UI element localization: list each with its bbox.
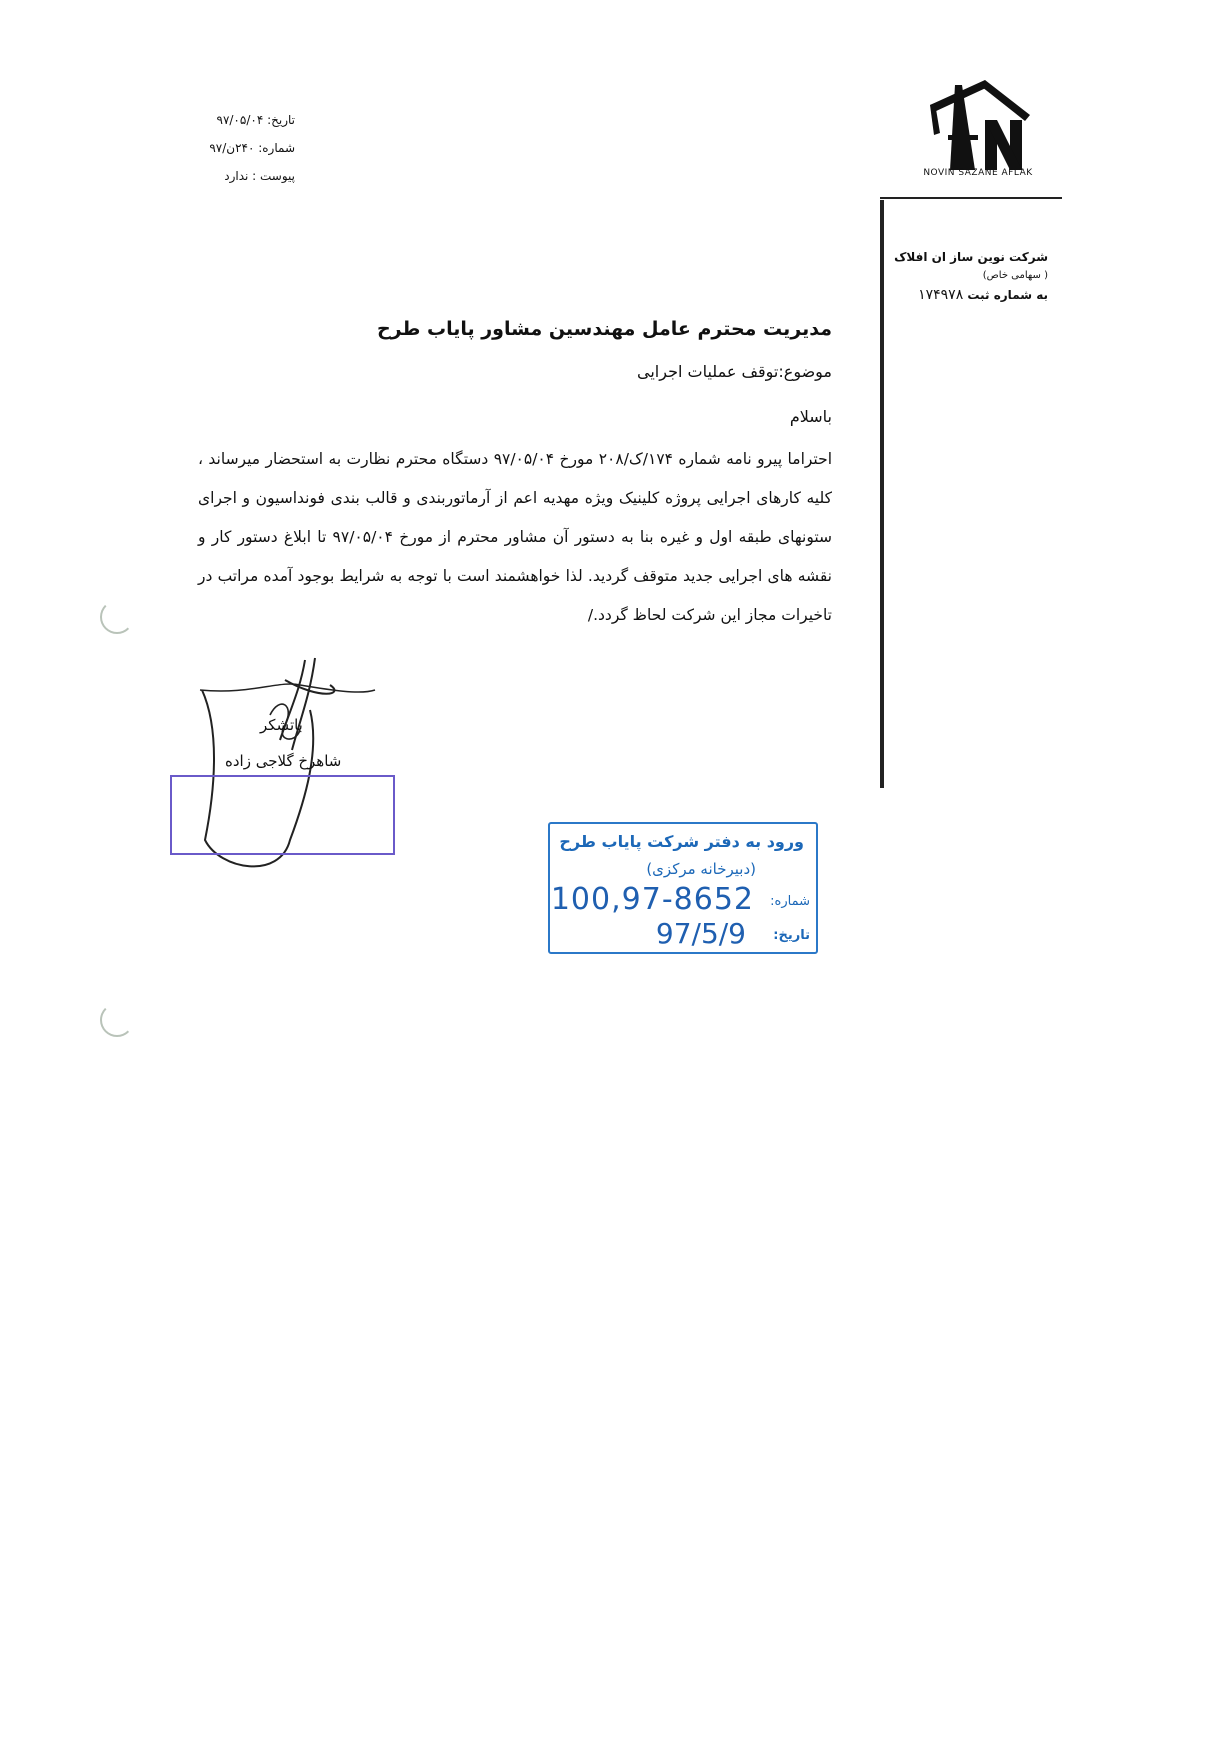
stamp-date-label: تاریخ: [773,928,810,943]
letter-number: شماره: ۲۴۰ن/۹۷ [209,141,295,155]
company-name: شرکت نوین ساز ان افلاک [894,250,1048,264]
letter-meta [170,106,295,190]
punch-hole [100,600,134,634]
logo-caption: NOVIN SAZANE AFLAK [923,168,1033,178]
registry-stamp [548,822,818,954]
addressee: مدیریت محترم عامل مهندسین مشاور پایاب طرح [376,318,832,340]
company-info [893,250,1048,303]
letter-date: تاریخ: ۹۷/۰۵/۰۴ [216,113,295,127]
letter-body [198,318,832,635]
subject: موضوع:توقف عملیات اجرایی [637,362,832,381]
stamp-number-label: شماره: [770,894,810,909]
vertical-divider [880,200,884,788]
stamp-number-value: 100,97-8652 [550,882,754,917]
body-paragraph: احتراما پیرو نامه شماره ۱۷۴/ک/۲۰۸ مورخ ۹۷/۰۵/۰۴ دستگاه محترم نظارت به استحضار میرساند ، کلیه کارهای اجرایی پروژه کلینیک ویژه مهدیه اعم از آرماتوربندی و قالب بندی فونداسیون و اجرای ستونهای طبقه اول و غیره بنا به دستور آن مشاور محترم از مورخ ۹۷/۰۵/۰۴ تا ابلاغ دستور کار و نقشه های اجرایی جدید متوقف گردید. لذا خواهشمند است با توجه به شرایط بوجود آمده مراتب در تاخیرات مجاز این شرکت لحاظ گردد./ [198,450,833,624]
punch-hole [100,1003,134,1037]
registration-label: به شماره ثبت [967,288,1048,302]
registration [893,287,1048,303]
stamp-date-value: 97/5/9 [655,917,746,950]
company-seal [170,775,395,855]
stamp-subtitle: (دبیرخانه مرکزی) [646,860,756,878]
letter-attachment: پیوست : ندارد [224,169,295,183]
header-rule [880,197,1062,199]
stamp-title: ورود به دفتر شرکت پایاب طرح [559,832,804,851]
signatory-name: شاهرخ گلاجی زاده [225,752,342,770]
greeting: باسلام [789,407,832,426]
company-type: ( سهامی خاص) [982,270,1048,281]
registration-number: ۱۷۴۹۷۸ [918,287,964,303]
signature-thanks: باتشکر [260,716,303,734]
